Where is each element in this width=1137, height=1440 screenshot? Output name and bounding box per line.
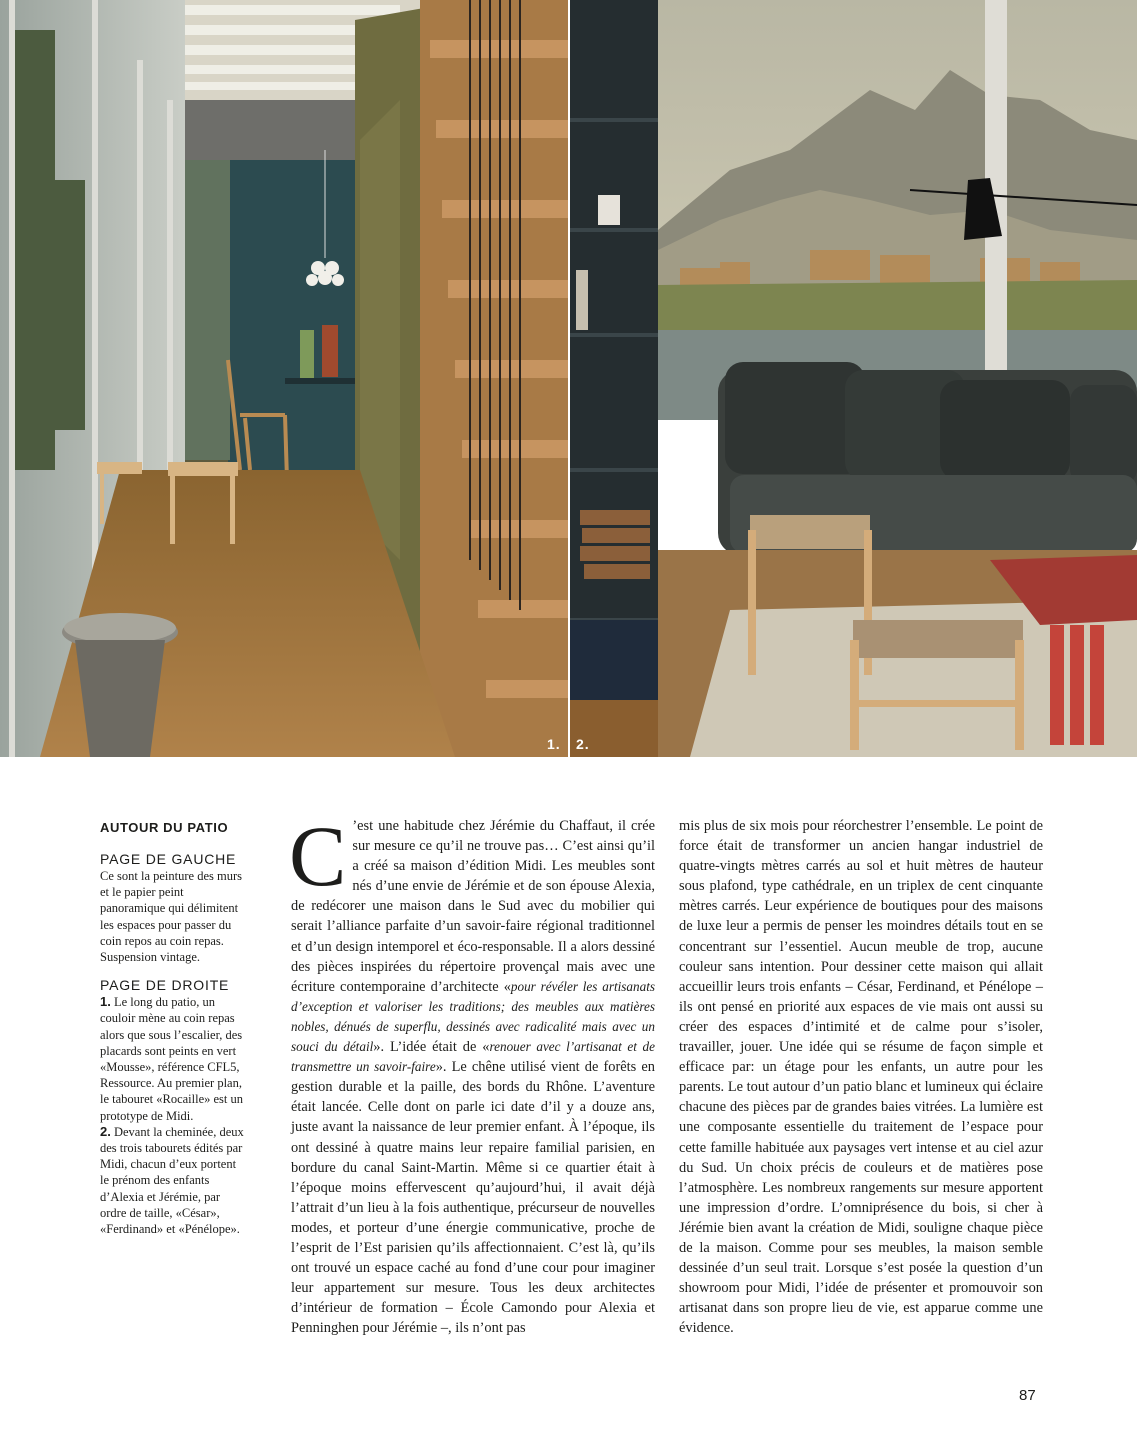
article-quote-2: renouer avec l’artisanat et de transmettre un savoir-faire <box>291 1039 655 1075</box>
photo-living-room <box>570 0 1137 757</box>
photo-number-2: 2. <box>576 736 590 752</box>
caption-sidebar <box>100 820 248 1237</box>
photo-corridor <box>0 0 568 757</box>
article-quote-1: pour révéler les artisanats d’exception et valoriser les traditions; des meubles aux matières nobles, dénués de superflu, dessinés avec radicalité mais avec un souci du détail <box>291 978 655 1055</box>
page-number: 87 <box>1019 1387 1036 1404</box>
article-text-1: ’est une habitude chez Jérémie du Chaffaut, il crée sur mesure ce qu’il ne trouve pas… C’est ainsi qu’il a créé sa maison d’édition Midi. Les meubles sont nés d’une envie de Jérémie et de son épouse Alexia, de redécorer une maison dans le Sud avec du mobilier qui serait l’alliance parfaite d’un savoir-faire régional traditionnel et d’un design intemporel et éco-responsable. Il a alors dessiné des pièces inspirées du répertoire provençal mais avec une écriture contemporaine d’architecte « <box>291 818 655 995</box>
left-page-caption: Ce sont la peinture des murs et le papier peint panoramique qui délimitent les espaces pour passer du coin repos au coin repas. Suspension vintage. <box>100 869 242 965</box>
article-paragraph-1 <box>289 808 655 1338</box>
caption-item-1 <box>100 994 248 1124</box>
left-page-heading: PAGE DE GAUCHE <box>100 851 237 867</box>
caption-item-2 <box>100 1124 248 1237</box>
article-column-2 <box>679 816 1043 1338</box>
article-text-3: ». Le chêne utilisé vient de forêts en gestion durable et la paille, des bords du Rhône. L’aventure était lancée. Celle dont on parle ici date d’il y a douze ans, juste avant la naissance de leur premier enfant. À l’époque, ils ont dessiné à quatre mains leur repaire familial parisien, en bordure du canal Saint-Martin. Même si ce quartier était à l’époque moins effervescent qu’aujourd’hui, il avait déjà l’attrait d’un lieu à la fois authentique, précurseur de nouvelles modes, et porteur d’une énergie communicative, proche de l’esprit de l’Est parisien qu’ils affectionnaient. C’est là, qu’ils ont trouvé un espace caché au fond d’une cour pour imaginer leur appartement sur mesure. Tous les deux architectes d’intérieur de formation – École Camondo pour Alexia et Penninghen pour Jérémie –, ils n’ont pas <box>291 1059 655 1337</box>
article-text-2: ». L’idée était de « <box>373 1039 490 1056</box>
photo-number-1: 1. <box>547 736 561 752</box>
sidebar-kicker: AUTOUR DU PATIO <box>100 820 229 835</box>
article-paragraph-2: mis plus de six mois pour réorchestrer l’ensemble. Le point de force était de transformer un ancien hangar industriel de quatre-vingts mètres carrés au sol et huit mètres de hauteur sous plafond, type cathédrale, en un triplex de cent cinquante mètres carrés. Leur expérience de boutiques pour des maisons de luxe leur a permis de penser les moindres détails tout en se concentrant sur l’essentiel. Aucun meuble de trop, aucune couleur sans intention. Pour dessiner cette maison qui allait accueillir leurs trois enfants – César, Ferdinand, et Pénélope – ils ont pensé en priorité aux espaces de vie mais ont aussi su créer des espaces d’intimité et de calme pour s’isoler, travailler, jouer. Une idée qui se résume de façon simple et efficace par: un étage pour les enfants, un autre pour les parents. Le tout autour d’un patio blanc et lumineux qui éclaire chacune des pièces par de grandes baies vitrées. La lumière est une composante essentielle du traitement de l’espace pour cette famille habituée aux paysages vert intense et au ciel azur du Sud. Un choix précis de couleurs et de matières pose l’atmosphère. Les nombreux rangements sur mesure apportent une impression d’ordre. L’omniprésence du bois, si cher à Jérémie bien avant la création de Midi, souligne chaque pièce de la maison. Comme pour ses meubles, la maison semble dessinée d’un seul trait. Lorsque s’est posée la question d’un showroom pour Midi, l’idée de présenter et promouvoir son artisanat dans son propre lieu de vie, est apparue comme une évidence. <box>679 818 1043 1337</box>
caption-item-1-text: Le long du patio, un couloir mène au coin repas alors que sous l’escalier, des placards sont peints en vert «Mousse», référence CFL5, Ressource. Au premier plan, le tabouret «Rocaille» est un prototype de Midi. <box>100 995 244 1123</box>
caption-item-2-text: Devant la cheminée, deux des trois tabourets édités par Midi, chacun d’eux portent le prénom des enfants d’Alexia et Jérémie, par ordre de taille, «César», «Ferdinand» et «Pénélope». <box>100 1124 244 1237</box>
article-column-1 <box>289 808 655 1338</box>
drop-cap: C <box>289 808 347 904</box>
right-page-heading: PAGE DE DROITE <box>100 977 230 994</box>
caption-item-1-number: 1. <box>100 994 111 1010</box>
caption-item-2-number: 2. <box>100 1123 111 1139</box>
